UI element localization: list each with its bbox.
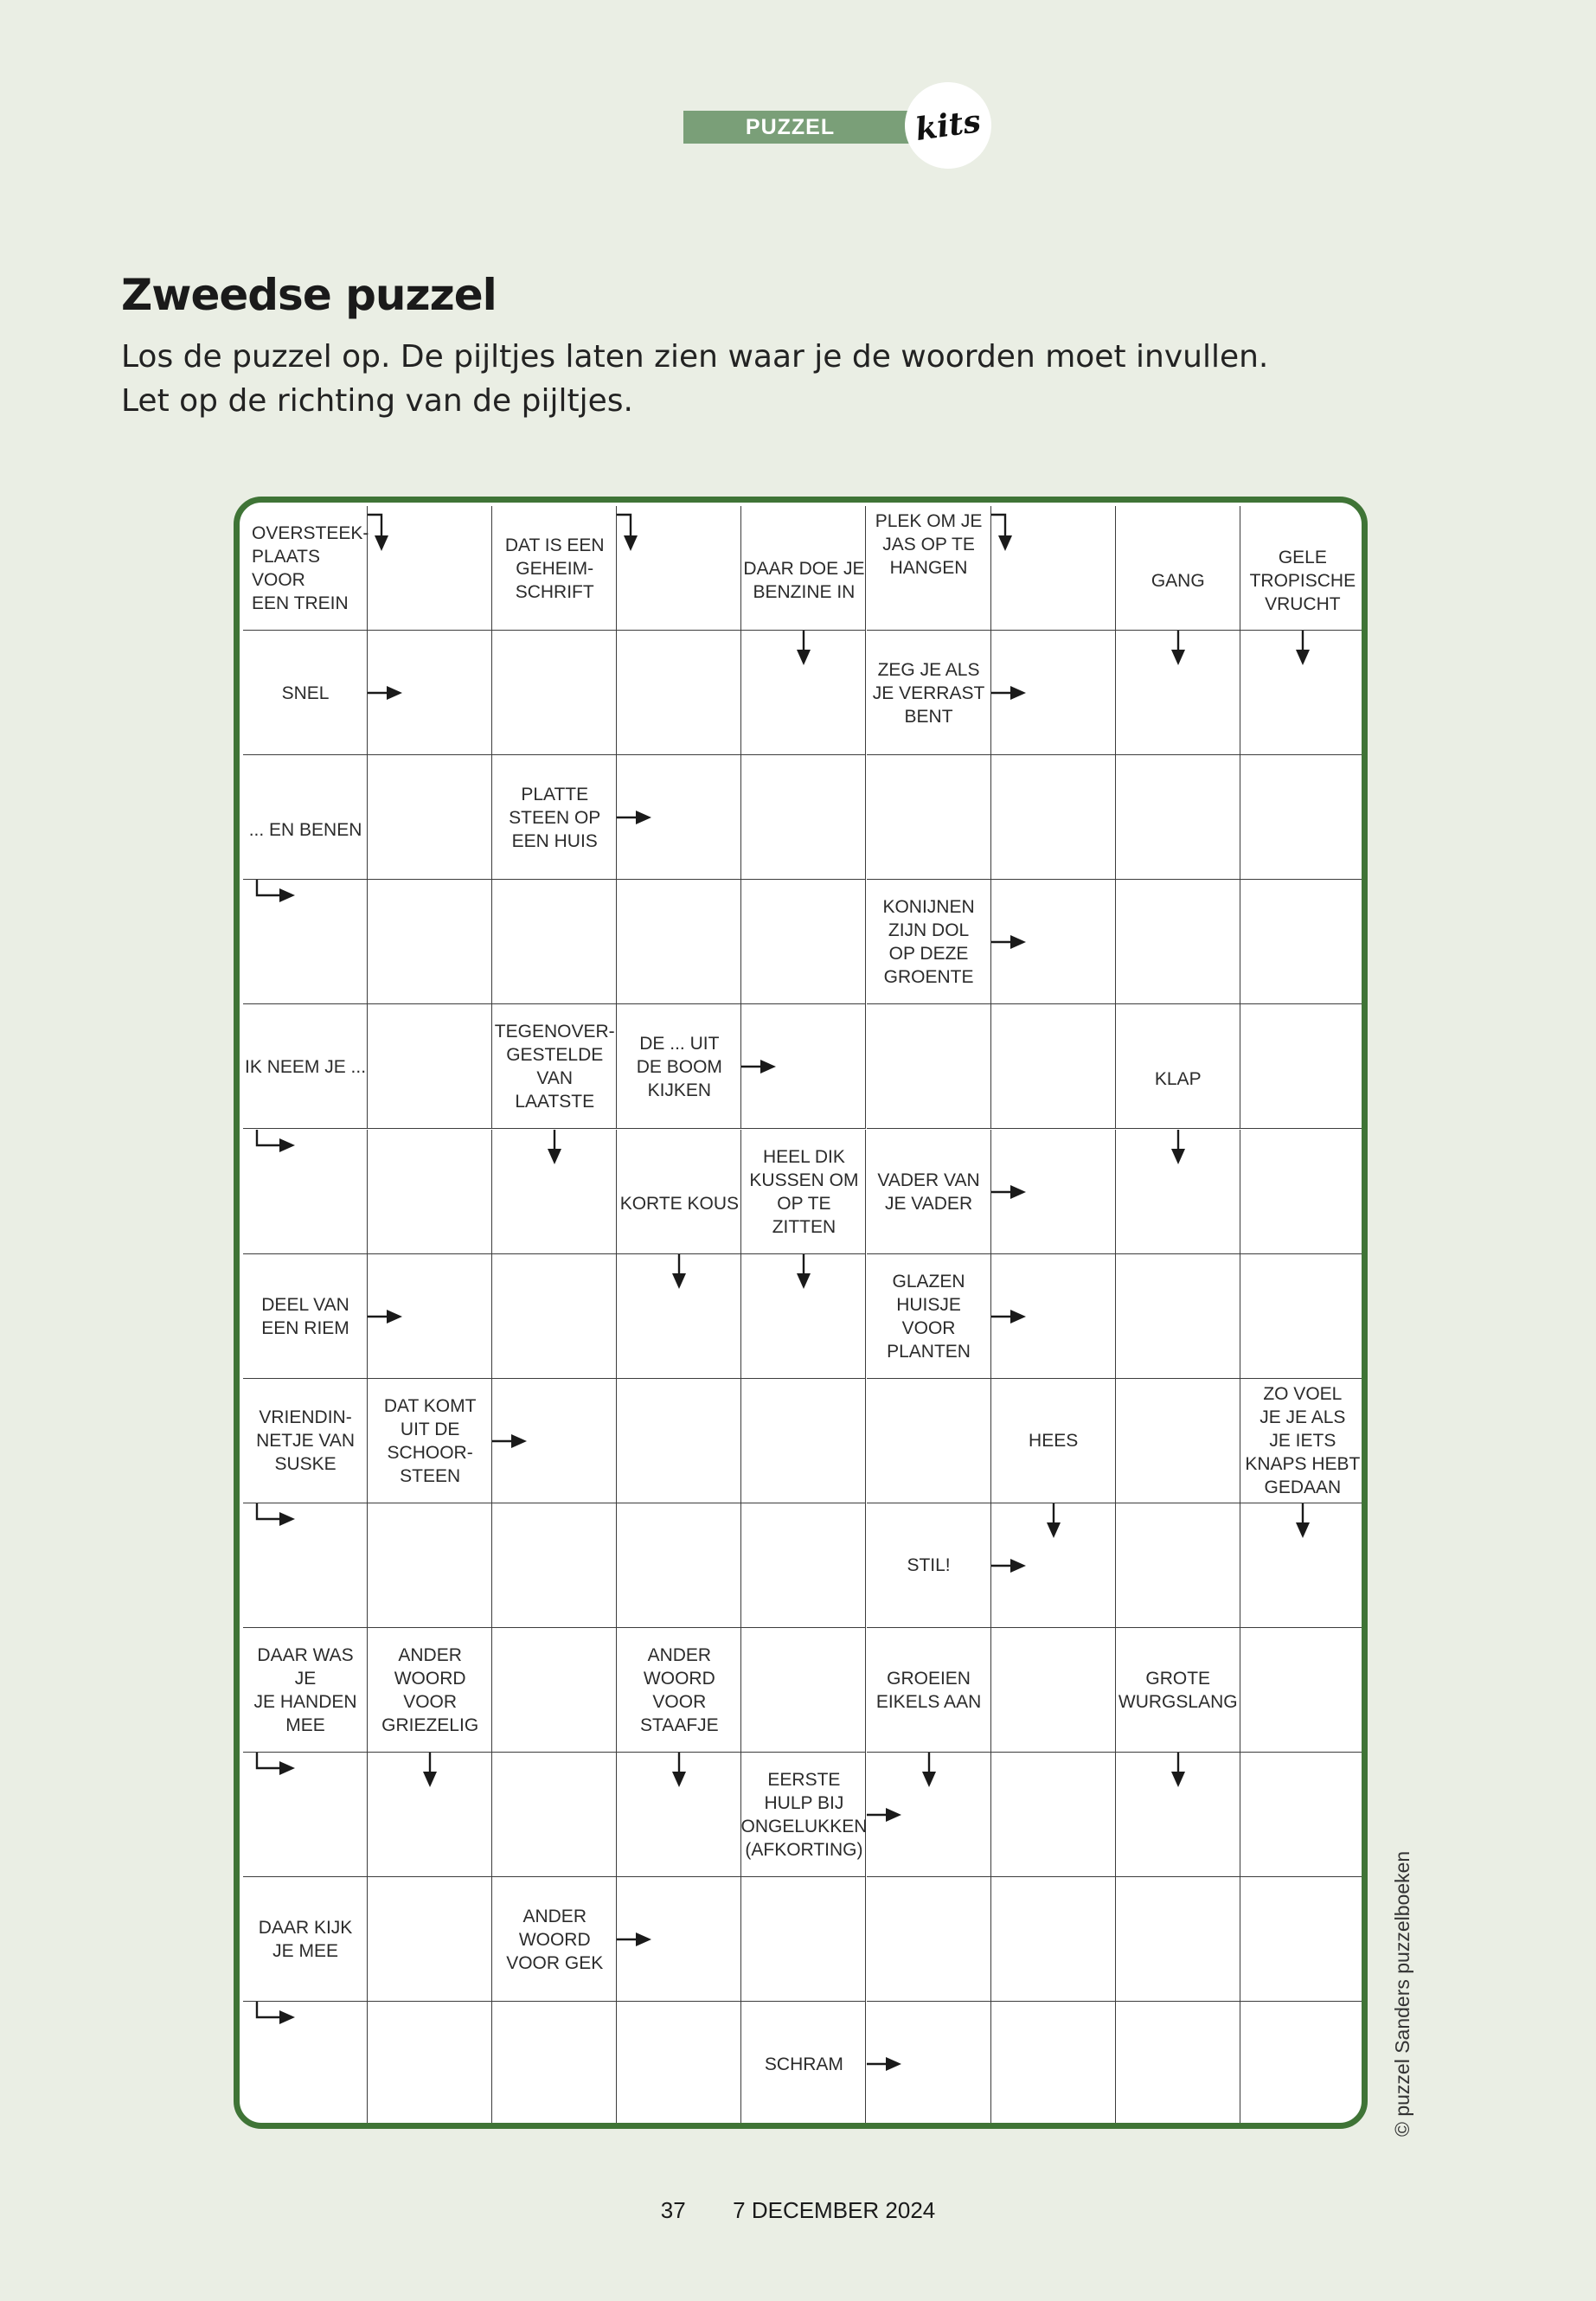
clue-text: IK NEEM JE ... [245, 1056, 367, 1077]
clue-cell [741, 1130, 866, 1254]
arrow-right-down-icon [615, 513, 644, 556]
answer-cell[interactable] [1116, 2002, 1240, 2126]
arrow-down-icon [1043, 1502, 1064, 1541]
answer-cell[interactable] [368, 1130, 492, 1254]
page-footer [0, 2197, 1596, 2224]
clue-text: ANDER WOORD VOOR STAAFJE [640, 1644, 719, 1735]
clue-text: PLATTE STEEN OP EEN HUIS [509, 784, 601, 851]
answer-cell[interactable] [368, 1503, 492, 1628]
clue-text: GANG [1151, 570, 1205, 591]
clue-cell [867, 1628, 991, 1753]
clue-text: PLEK OM JE JAS OP TE HANGEN [875, 511, 983, 578]
clue-cell [867, 1130, 991, 1254]
answer-cell[interactable] [617, 880, 741, 1004]
answer-cell[interactable] [1240, 1130, 1365, 1254]
clue-cell [243, 1628, 368, 1753]
answer-cell[interactable] [1240, 1877, 1365, 2002]
clue-cell [492, 1877, 617, 2002]
arrow-right-icon [615, 807, 655, 828]
arrow-right-icon [865, 2054, 905, 2074]
answer-cell[interactable] [492, 1753, 617, 1877]
arrow-right-icon [990, 932, 1029, 952]
clue-text: SCHRAM [764, 2054, 843, 2074]
puzzle-grid-frame [234, 497, 1368, 2129]
arrow-down-icon [420, 1751, 440, 1791]
answer-cell[interactable] [1240, 1254, 1365, 1379]
page-title: Zweedse puzzel [121, 270, 497, 320]
clue-text: DAAR DOE JE BENZINE IN [743, 559, 865, 603]
clue-text: ANDER WOORD VOOR GEK [506, 1906, 604, 1973]
clue-cell [243, 1379, 368, 1503]
arrow-right-icon [366, 1306, 406, 1327]
clue-cell [1116, 506, 1240, 631]
clue-text: VADER VAN JE VADER [877, 1170, 980, 1214]
arrow-right-icon [865, 1804, 905, 1825]
answer-cell[interactable] [867, 755, 991, 880]
answer-cell[interactable] [617, 1503, 741, 1628]
clue-text: ZEG JE ALS JE VERRAST BENT [872, 659, 985, 727]
answer-cell[interactable] [741, 1877, 866, 2002]
clue-cell [741, 506, 866, 631]
answer-cell[interactable] [1116, 1503, 1240, 1628]
clue-text: DAAR WAS JE JE HANDEN MEE [253, 1644, 357, 1735]
answer-cell[interactable] [741, 755, 866, 880]
answer-cell[interactable] [1240, 1753, 1365, 1877]
intro-line-2: Let op de richting van de pijltjes. [121, 383, 633, 419]
kits-logo: kits [900, 77, 997, 175]
answer-cell[interactable] [368, 880, 492, 1004]
page-number: 37 [660, 2197, 686, 2223]
clue-text: ZO VOEL JE JE ALS JE IETS KNAPS HEBT GEDAAN [1245, 1384, 1361, 1498]
clue-cell [867, 1254, 991, 1379]
issue-date: 7 DECEMBER 2024 [733, 2197, 936, 2223]
answer-cell[interactable] [617, 2002, 741, 2126]
clue-cell [492, 755, 617, 880]
answer-cell[interactable] [368, 755, 492, 880]
clue-cell [368, 1379, 492, 1503]
answer-cell[interactable] [1116, 755, 1240, 880]
answer-cell[interactable] [1240, 755, 1365, 880]
arrow-down-icon [793, 1253, 814, 1292]
answer-cell[interactable] [1240, 1628, 1365, 1753]
answer-cell[interactable] [1240, 2002, 1365, 2126]
arrow-down-right-icon [253, 2000, 305, 2035]
answer-cell[interactable] [368, 1004, 492, 1129]
arrow-down-icon [1168, 1751, 1189, 1791]
clue-text: HEES [1029, 1431, 1079, 1452]
clue-text: STIL! [907, 1555, 951, 1576]
clue-text: HEEL DIK KUSSEN OM OP TE ZITTEN [749, 1146, 859, 1237]
arrow-down-icon [1292, 1502, 1313, 1541]
clue-cell [368, 1628, 492, 1753]
arrow-right-down-icon [990, 513, 1019, 556]
section-tag: PUZZEL [683, 111, 913, 144]
clue-text: DE ... UIT DE BOOM KIJKEN [636, 1033, 722, 1100]
answer-cell[interactable] [368, 2002, 492, 2126]
answer-cell[interactable] [991, 1753, 1116, 1877]
clue-cell [243, 1877, 368, 2002]
answer-cell[interactable] [991, 755, 1116, 880]
clue-text: DAT IS EEN GEHEIM- SCHRIFT [504, 535, 605, 602]
arrow-down-icon [919, 1751, 939, 1791]
clue-text: DAT KOMT UIT DE SCHOOR- STEEN [383, 1395, 477, 1486]
arrow-down-right-icon [253, 1751, 305, 1785]
answer-cell[interactable] [1116, 1877, 1240, 2002]
clue-cell [1240, 1379, 1365, 1503]
answer-cell[interactable] [991, 2002, 1116, 2126]
arrow-down-icon [544, 1128, 565, 1168]
clue-cell [617, 1130, 741, 1254]
clue-cell [1116, 1004, 1240, 1129]
clue-text: TEGENOVER- GESTELDE VAN LAATSTE [494, 1022, 615, 1112]
clue-text: KONIJNEN ZIJN DOL OP DEZE GROENTE [882, 897, 975, 988]
answer-cell[interactable] [991, 1004, 1116, 1129]
clue-cell [867, 631, 991, 755]
arrow-down-icon [1168, 1128, 1189, 1168]
answer-cell[interactable] [991, 1877, 1116, 2002]
arrow-down-icon [669, 1751, 689, 1791]
answer-cell[interactable] [1116, 1379, 1240, 1503]
arrow-right-icon [990, 1555, 1029, 1576]
answer-cell[interactable] [1116, 880, 1240, 1004]
clue-cell [492, 506, 617, 631]
clue-cell [243, 506, 368, 631]
clue-cell [867, 880, 991, 1004]
answer-cell[interactable] [741, 1379, 866, 1503]
clue-cell [867, 506, 991, 631]
clue-text: ... EN BENEN [248, 819, 362, 840]
arrow-down-right-icon [253, 1502, 305, 1536]
clue-text: GROTE WURGSLANG [1118, 1668, 1238, 1712]
clue-text: OVERSTEEK- PLAATS VOOR EEN TREIN [252, 523, 369, 614]
arrow-down-right-icon [253, 878, 305, 913]
arrow-down-icon [1292, 629, 1313, 669]
clue-cell [991, 1379, 1116, 1503]
clue-text: GROEIEN EIKELS AAN [875, 1668, 982, 1712]
clue-text: KORTE KOUS [619, 1194, 739, 1215]
clue-cell [741, 1753, 866, 1877]
answer-cell[interactable] [492, 2002, 617, 2126]
answer-cell[interactable] [617, 631, 741, 755]
answer-cell[interactable] [492, 1254, 617, 1379]
answer-cell[interactable] [741, 1628, 866, 1753]
answer-cell[interactable] [741, 880, 866, 1004]
intro-line-1: Los de puzzel op. De pijltjes laten zien waar je de woorden moet invullen. [121, 339, 1269, 375]
arrow-right-icon [615, 1929, 655, 1950]
clue-text: KLAP [1154, 1068, 1202, 1089]
clue-text: SNEL [281, 683, 330, 703]
arrow-right-icon [366, 683, 406, 703]
answer-cell[interactable] [741, 1503, 866, 1628]
answer-cell[interactable] [867, 1379, 991, 1503]
answer-cell[interactable] [1116, 1254, 1240, 1379]
clue-cell [741, 2002, 866, 2126]
clue-cell [243, 1004, 368, 1129]
answer-cell[interactable] [368, 1877, 492, 2002]
answer-cell[interactable] [617, 1379, 741, 1503]
clue-cell [867, 1503, 991, 1628]
clue-cell [1116, 1628, 1240, 1753]
clue-text: DEEL VAN EEN RIEM [261, 1294, 349, 1338]
clue-cell [243, 1254, 368, 1379]
arrow-down-icon [793, 629, 814, 669]
arrow-right-icon [990, 1306, 1029, 1327]
arrow-down-icon [1168, 629, 1189, 669]
clue-text: GELE TROPISCHE VRUCHT [1249, 547, 1356, 614]
clue-cell [243, 755, 368, 880]
clue-cell [1240, 506, 1365, 631]
arrow-right-icon [740, 1056, 779, 1077]
clue-text: EERSTE HULP BIJ ONGELUKKEN (AFKORTING) [740, 1770, 868, 1861]
answer-cell[interactable] [492, 1503, 617, 1628]
answer-cell[interactable] [991, 1628, 1116, 1753]
arrow-right-icon [490, 1431, 530, 1452]
answer-cell[interactable] [867, 1004, 991, 1129]
clue-cell [617, 1628, 741, 1753]
arrow-right-icon [990, 1182, 1029, 1202]
clue-cell [492, 1004, 617, 1129]
clue-text: GLAZEN HUISJE VOOR PLANTEN [887, 1271, 971, 1362]
answer-cell[interactable] [1240, 1004, 1365, 1129]
answer-cell[interactable] [492, 880, 617, 1004]
answer-cell[interactable] [867, 1877, 991, 2002]
arrow-right-icon [990, 683, 1029, 703]
clue-cell [243, 631, 368, 755]
copyright-notice: © puzzel Sanders puzzelboeken [1391, 1850, 1413, 2137]
clue-text: DAAR KIJK JE MEE [258, 1918, 353, 1962]
clue-cell [617, 1004, 741, 1129]
clue-text: VRIENDIN- NETJE VAN SUSKE [256, 1407, 356, 1475]
answer-cell[interactable] [1240, 880, 1365, 1004]
arrow-down-right-icon [253, 1128, 305, 1163]
clue-text: ANDER WOORD VOOR GRIEZELIG [381, 1644, 479, 1735]
answer-cell[interactable] [492, 631, 617, 755]
arrow-down-icon [669, 1253, 689, 1292]
answer-cell[interactable] [492, 1628, 617, 1753]
arrow-right-down-icon [366, 513, 395, 556]
